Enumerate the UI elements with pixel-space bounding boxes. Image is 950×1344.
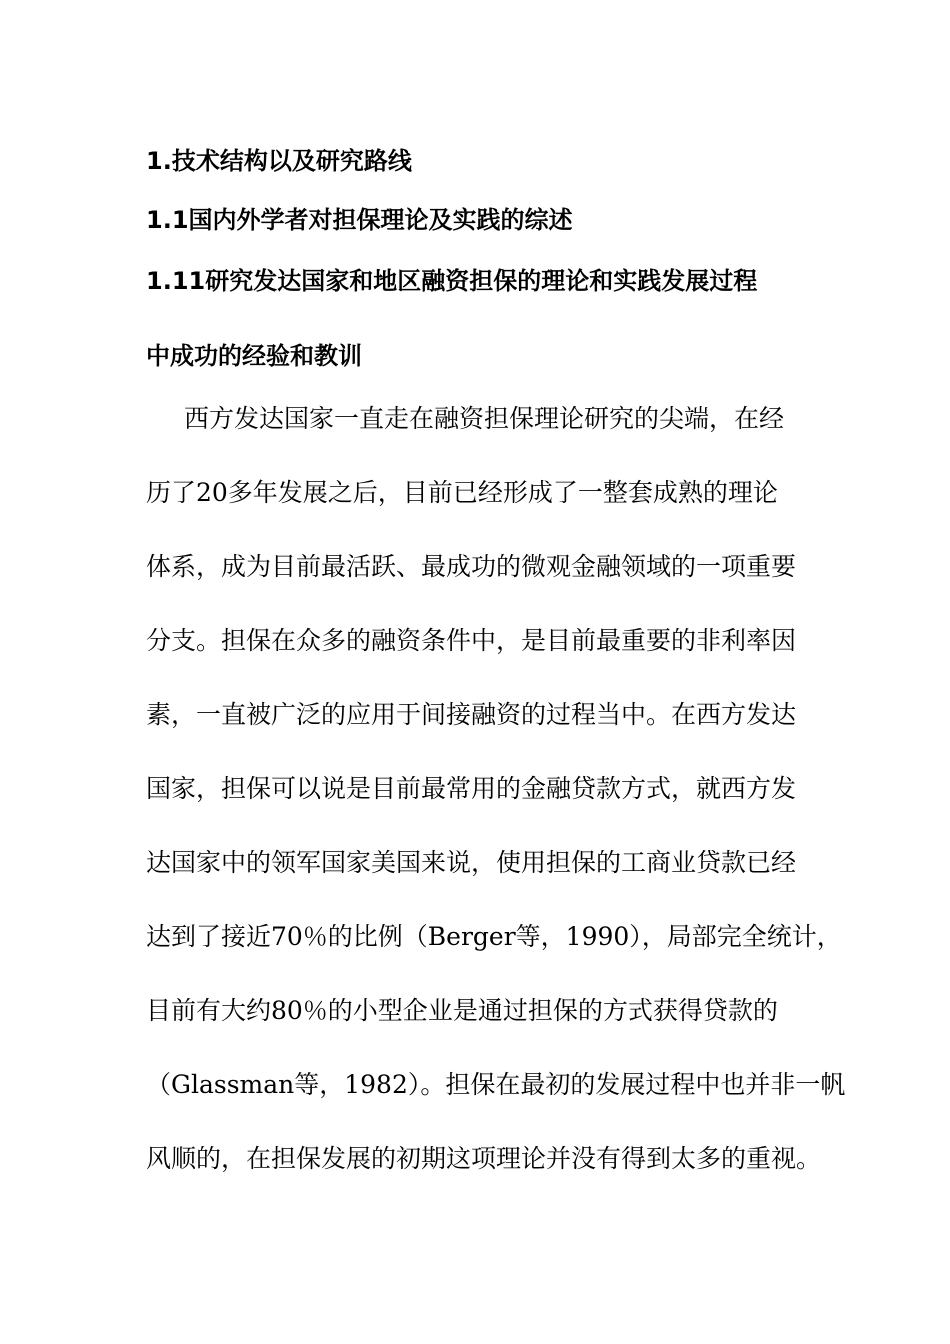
sub-subsection-heading-line-1: 1.11研究发达国家和地区融资担保的理论和实践发展过程 bbox=[146, 267, 758, 295]
paragraph-line: 素，一直被广泛的应用于间接融资的过程当中。在西方发达 bbox=[146, 700, 797, 729]
paragraph-line: 达国家中的领军国家美国来说，使用担保的工商业贷款已经 bbox=[146, 848, 797, 877]
paragraph-line: 风顺的，在担保发展的初期这项理论并没有得到太多的重视。 bbox=[146, 1144, 822, 1173]
paragraph-line: 国家，担保可以说是目前最常用的金融贷款方式，就西方发 bbox=[146, 774, 797, 803]
paragraph-line: （Glassman等，1982）。担保在最初的发展过程中也并非一帆 bbox=[146, 1070, 846, 1099]
paragraph-line: 目前有大约80％的小型企业是通过担保的方式获得贷款的 bbox=[146, 996, 778, 1025]
section-heading: 1.技术结构以及研究路线 bbox=[146, 147, 412, 175]
paragraph-line: 分支。担保在众多的融资条件中，是目前最重要的非利率因 bbox=[146, 626, 797, 655]
paragraph-line: 西方发达国家一直走在融资担保理论研究的尖端，在经 bbox=[184, 404, 785, 433]
paragraph-line: 历了20多年发展之后，目前已经形成了一整套成熟的理论 bbox=[146, 478, 778, 507]
subsection-heading: 1.1国内外学者对担保理论及实践的综述 bbox=[146, 206, 573, 234]
sub-subsection-heading-line-2: 中成功的经验和教训 bbox=[146, 342, 362, 370]
paragraph-line: 达到了接近70％的比例（Berger等，1990），局部完全统计， bbox=[146, 922, 842, 951]
paragraph-line: 体系，成为目前最活跃、最成功的微观金融领域的一项重要 bbox=[146, 552, 797, 581]
